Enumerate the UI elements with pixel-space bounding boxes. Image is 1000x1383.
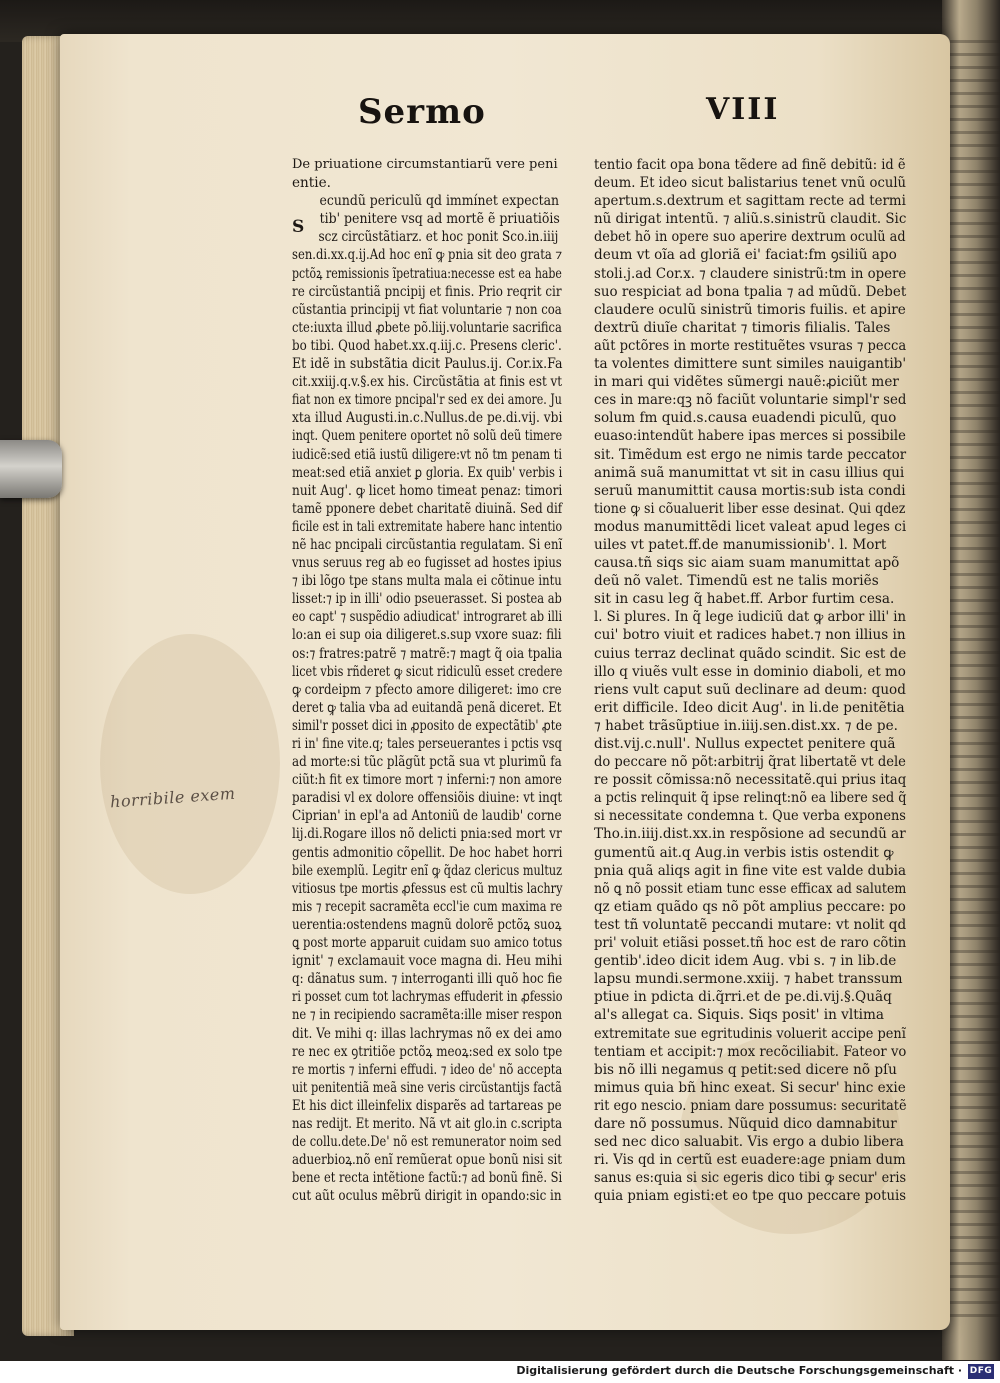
text-line: ta volentes dimittere sunt similes nauigantib' <box>594 356 907 373</box>
text-line: dare nõ possumus. Nũquid dico damnabitur <box>594 1115 897 1132</box>
text-line: claudere oculũ sinistrũ timoris fuilis. et apire <box>594 301 906 318</box>
text-line: bis nõ illi negamus q petit:sed dicere nõ pſu <box>594 1061 897 1078</box>
text-line: os:⁊ fratres:patrẽ ⁊ matrẽ:⁊ magt q̃ oia tpalia <box>292 645 563 662</box>
text-line: dit. Ve mihi q: illas lachrymas nõ ex dei amo <box>292 1025 562 1042</box>
text-line: deum. Et ideo sicut balistarius tenet vnũ oculũ <box>594 175 907 192</box>
text-line: mis ⁊ recepit sacramẽta eccl'ie cum maxima re <box>292 898 563 915</box>
text-line: cit.xxiij.q.v.§.ex his. Circũstãtia at finis est vt <box>292 374 563 391</box>
text-line: test tñ voluntatẽ peccandi mutare: vt nolit qd <box>594 916 907 933</box>
page-clip <box>0 440 62 498</box>
text-line: debet hõ in opere suo aperire dextrum oculũ ad <box>594 229 906 246</box>
text-line: ꝗ post morte apparuit cuidam suo amico totus <box>292 935 563 952</box>
text-line: erit difficile. Ideo dicit Aug'. in li.de penitẽtia <box>594 699 905 716</box>
text-line: bo tibi. Quod habet.xx.q.iij.c. Presens cleric'. <box>292 337 562 354</box>
marginal-annotation: horribile exem <box>109 783 237 812</box>
text-line: simil'r posset dici in ꝓposito de expectãtib' ꝓte <box>292 717 562 734</box>
text-line: suo respiciat ad bona tpalia ⁊ ad mũdũ. Debet <box>594 283 907 300</box>
text-line: bene et recta intẽtione factũ:⁊ ad bonũ finẽ. Si <box>292 1170 563 1187</box>
text-line: cuius terraz declinat quãdo scindit. Sic est de <box>594 645 907 662</box>
text-line: deum vt oĩa ad gloriã ei' faciat:fm ꝯsiliũ apo <box>594 247 897 264</box>
text-line: dist.vij.c.null'. Nullus expectet penitere quã <box>594 736 896 752</box>
text-line: modus manumittẽdi licet valeat apud leges ci <box>594 518 907 535</box>
text-line: sit in casu leg q̃ habet.ff. Arbor furtim cesa. <box>594 591 895 608</box>
text-line: nũ dirigat intentũ. ⁊ aliũ.s.sinistrũ claudit. Sic <box>594 211 907 228</box>
funding-credit: Digitalisierung gefördert durch die Deutsche Forschungsgemeinschaft · <box>516 1364 962 1377</box>
drop-initial: S <box>292 217 305 237</box>
text-line: ꝙ cordeipm ⁊ pfecto amore diligeret: imo cre <box>292 681 562 698</box>
text-line: licet vbis rñderet ꝙ sicut ridiculũ esset credere <box>292 663 563 680</box>
text-line: apertum.s.dextrum et sagittam recte ad termi <box>594 193 906 210</box>
text-line: uit penitentiã meã sine veris circũstantijs factã <box>292 1079 562 1096</box>
text-line: lisset:⁊ ip in illi' odio pseuerasset. Si postea ab <box>292 591 562 608</box>
text-line: a pctis relinquit q̃ ipse relinqt:nõ ea libere sed q̃ <box>594 790 907 807</box>
text-line: mimus quia bñ hinc exeat. Si secur' hinc exie <box>594 1079 906 1096</box>
text-line: euaso:intendũt habere ipas merces si possibile <box>594 428 906 445</box>
text-line: ptiue in pdicta di.q̃rri.et de pe.di.vij.§.Quãq <box>594 989 892 1006</box>
text-line: solum fm quid.s.causa euadendi piculũ, quo <box>594 410 897 427</box>
text-line: q: dãnatus sum. ⁊ interroganti illi quõ hoc fie <box>292 971 563 988</box>
text-line: entie. <box>292 175 331 192</box>
text-line: Tho.in.iiij.dist.xx.in respõsione ad secundũ ar <box>594 826 906 843</box>
text-line: aũt pctõres in morte restituẽtes vsuras ⁊ pecca <box>594 337 907 354</box>
chapter-title: De priuatione circumstantiarũ vere peni <box>292 157 558 172</box>
text-line: gumentũ ait.q Aug.in verbis istis ostendit ꝙ <box>594 844 894 861</box>
text-line: nõ ꝗ nõ possit etiam tunc esse efficax ad salutem <box>594 880 907 897</box>
text-line: de collu.dete.De' nõ est remunerator noim sed <box>292 1134 562 1151</box>
text-line: ecundũ periculũ qd immínet expectan <box>319 193 560 210</box>
right-text-column <box>594 156 906 1205</box>
text-line: vitiosus tpe mortis ꝓfessus est cũ multis lachry <box>292 880 563 897</box>
text-line: ad morte:si tũc plãgũt pctã sua vt plurimũ fa <box>292 754 562 771</box>
text-line: stoli.j.ad Cor.x. ⁊ claudere sinistrũ:tm in opere <box>594 265 907 282</box>
text-line: eo capt' ⁊ suspẽdio adiudicat' intrograret ab illi <box>292 609 563 626</box>
text-line: inqt. Quem penitere oportet nõ solũ deũ timere <box>292 428 563 445</box>
text-line: ciũt:h fit ex timore mort ⁊ inferni:⁊ non amore <box>292 772 562 789</box>
text-line: Ciprian' in epl'a ad Antoniũ de laudib' corne <box>292 808 562 825</box>
text-line: ces in mare:qꝫ nõ faciũt voluntarie simpl'r sed <box>594 392 907 409</box>
text-line: nas redijt. Et merito. Nã vt ait glo.in c.scripta <box>292 1115 563 1132</box>
text-line: lo:an ei sup oia diligeret.s.sup vxore suaz: fili <box>292 627 562 644</box>
text-line: gentib'.ideo dicit idem Aug. vbi s. ⁊ in lib.de <box>594 953 897 970</box>
text-line: dextrũ diuĩe charitat ⁊ timoris filialis. Tales <box>594 319 891 336</box>
text-line: ri. Vis qd in certũ est euadere:age pniam dum <box>594 1152 906 1169</box>
text-line: pnia quã aliqs agit in fine vite est valde dubia <box>594 862 907 879</box>
text-line: ne ⁊ in recipiendo sacramẽta:ille miser respon <box>292 1007 563 1024</box>
text-line: deret ꝙ talia vba ad euitandã penã diceret. Et <box>292 699 562 716</box>
text-line: lij.di.Rogare illos nõ delicti pnia:sed mort vr <box>292 826 562 843</box>
running-head-left: Sermo <box>358 92 486 132</box>
text-line: seruũ manumittit causa mortis:sub ista condi <box>594 482 906 499</box>
text-line: xta illud Augusti.in.c.Nullus.de pe.di.vij. vbi <box>292 410 563 427</box>
text-line: ri in' fine vite.q; tales perseuerantes i pctis vsq <box>292 736 562 752</box>
text-line: sen.di.xx.q.ij.Ad hoc enĩ ꝙ pnia sit deo grata ⁊ <box>292 247 563 264</box>
text-line: re possit cõmissa:nõ necessitatẽ.qui prius itaq <box>594 772 907 789</box>
text-line: sanus es:quia si sic egeris dico tibi ꝙ secur' eris <box>594 1170 907 1187</box>
text-line: tione ꝙ si cõualuerit liber esse desinat. Qui qdez <box>594 500 906 517</box>
text-line: rit ego nescio. pniam dare possumus: securitatẽ <box>594 1097 907 1114</box>
text-line: lapsu mundi.sermone.xxiij. ⁊ habet transsum <box>594 971 903 988</box>
left-text-column <box>292 156 562 1205</box>
text-line: causa.tñ siqs sic aiam suam manumittat apõ <box>594 555 900 572</box>
text-line: scz circũstãtiarz. et hoc ponit Sco.in.iiij <box>318 229 559 246</box>
text-line: pctõꝝ remissionis ĩpetratiua:necesse est ea habe <box>292 265 562 282</box>
paper-stain <box>100 634 280 894</box>
text-line: si necessitate condemna t. Que verba exponens <box>594 808 906 825</box>
text-line: extremitate sue egritudinis voluerit accipe penĩ <box>594 1025 906 1042</box>
text-line: ignit' ⁊ exclamauit voce magna di. Heu mihi <box>292 953 563 970</box>
text-line: ⁊ habet trãsũptiue in.iiij.sen.dist.xx. ⁊ de pe. <box>594 717 898 734</box>
text-line: paradisi vl ex dolore offensiõis diuine: vt inqt <box>292 790 563 807</box>
text-line: deũ nõ valet. Timendũ est ne talis moriẽs <box>594 573 879 590</box>
text-line: cte:iuxta illud ꝓbete põ.liij.voluntarie sacrifica <box>292 319 562 336</box>
text-line: ri posset cum tot lachrymas effuderit in ꝓfessio <box>292 989 563 1006</box>
text-line: al's allegat ca. Siquis. Siqs posit' in vltima <box>594 1007 885 1024</box>
text-line: re circũstantiã pncipij et finis. Prio reqrit cir <box>292 283 562 300</box>
text-line: bile exemplũ. Legitr enĩ ꝙ q̃daz clericus multuz <box>292 862 563 879</box>
text-line: pri' voluit etiãsi posset.tñ hoc est de raro cõtin <box>594 935 907 952</box>
text-line: tamẽ pponere debet charitatẽ diuinã. Sed dif <box>292 500 563 517</box>
facing-page-text-shadow <box>950 40 1000 1320</box>
text-line: Et idẽ in substãtia dicit Paulus.ij. Cor.ix.Fa <box>292 356 563 373</box>
text-line: nẽ hac pncipali circũstantia regulatam. Si enĩ <box>292 536 563 553</box>
text-line: l. Si plures. In q̃ lege iudiciũ dat ꝙ arbor illi' in <box>594 609 907 626</box>
text-line: aduerbioꝝ.nõ enĩ remũerat opue bonũ nisi sit <box>292 1152 563 1169</box>
text-line: do peccare nõ põt:arbitrij q̃rat libertatẽ vt dele <box>594 754 906 771</box>
text-line: sed nec dico saluabit. Vis ergo a dubio libera <box>594 1134 904 1151</box>
text-line: ficile est in tali extremitate habere hanc intentio <box>292 518 563 535</box>
text-line: re nec ex ꝯtritiõe pctõꝝ meoꝝ:sed ex solo tpe <box>292 1043 563 1060</box>
text-line: tentio facit opa bona tẽdere ad finẽ debitũ: id ẽ <box>594 157 906 173</box>
text-line: illo q viuẽs vult esse in dominio diaboli, et mo <box>594 663 906 680</box>
text-line: uiles vt patet.ff.de manumissionib'. l. Mort <box>594 536 887 553</box>
text-line: Et his dict illeinfelix disparẽs ad tartareas pe <box>292 1097 562 1114</box>
text-line: fiat non ex timore pncipal'r sed ex dei amore. Ju <box>292 392 562 409</box>
text-line: cut aũt oculus mẽbrũ dirigit in opando:sic in <box>292 1188 562 1205</box>
text-line: tib' penitere vsq ad mortẽ ẽ priuatiõis <box>319 211 560 228</box>
text-line: sit. Timẽdum est ergo ne nimis tarde peccator <box>594 446 907 463</box>
dfg-logo: DFG <box>968 1364 994 1379</box>
text-line: re mortis ⁊ inferni effudi. ⁊ ideo de' nõ accepta <box>292 1061 563 1078</box>
text-line: ⁊ ibi lõgo tpe stans multa mala ei cõtinue intu <box>292 573 562 590</box>
running-head-right: VIII <box>706 92 780 127</box>
text-line: riens vult caput suũ declinare ad deum: quod <box>594 681 906 698</box>
text-line: cũstantia principij vt fiat voluntarie ⁊ non coa <box>292 301 562 318</box>
text-line: in mari qui vidẽtes sũmergi nauẽ:ꝓiciũt mer <box>594 374 899 391</box>
text-line: uerentia:ostendens magnũ dolorẽ pctõꝝ suoꝝ <box>292 916 562 933</box>
text-line: quia pniam egisti:et eo tpe quo peccare potuis <box>594 1188 907 1205</box>
text-line: vnus seruus reg ab eo fugisset ad hostes ipius <box>292 555 562 572</box>
text-line: cui' botro viuit et radices habet.⁊ non illius in <box>594 627 906 644</box>
text-line: qz etiam quãdo qs nõ põt amplius peccare: po <box>594 898 906 915</box>
text-line: tentiam et accipit:⁊ mox recõciliabit. Fateor vo <box>594 1043 907 1060</box>
text-line: iudicẽ:sed etiã iustũ diligere:vt nõ tm penam ti <box>292 446 563 463</box>
text-line: meat:sed etiã anxiet ꝑ gloria. Ex quib' verbis i <box>292 464 563 481</box>
text-line: gentis admonitio cõpellit. De hoc habet horri <box>292 844 563 861</box>
text-line: nuit Aug'. ꝙ licet homo timeat penaz: timori <box>292 482 563 499</box>
text-line: animã suã manumittat vt sit in casu illius qui <box>594 464 905 481</box>
